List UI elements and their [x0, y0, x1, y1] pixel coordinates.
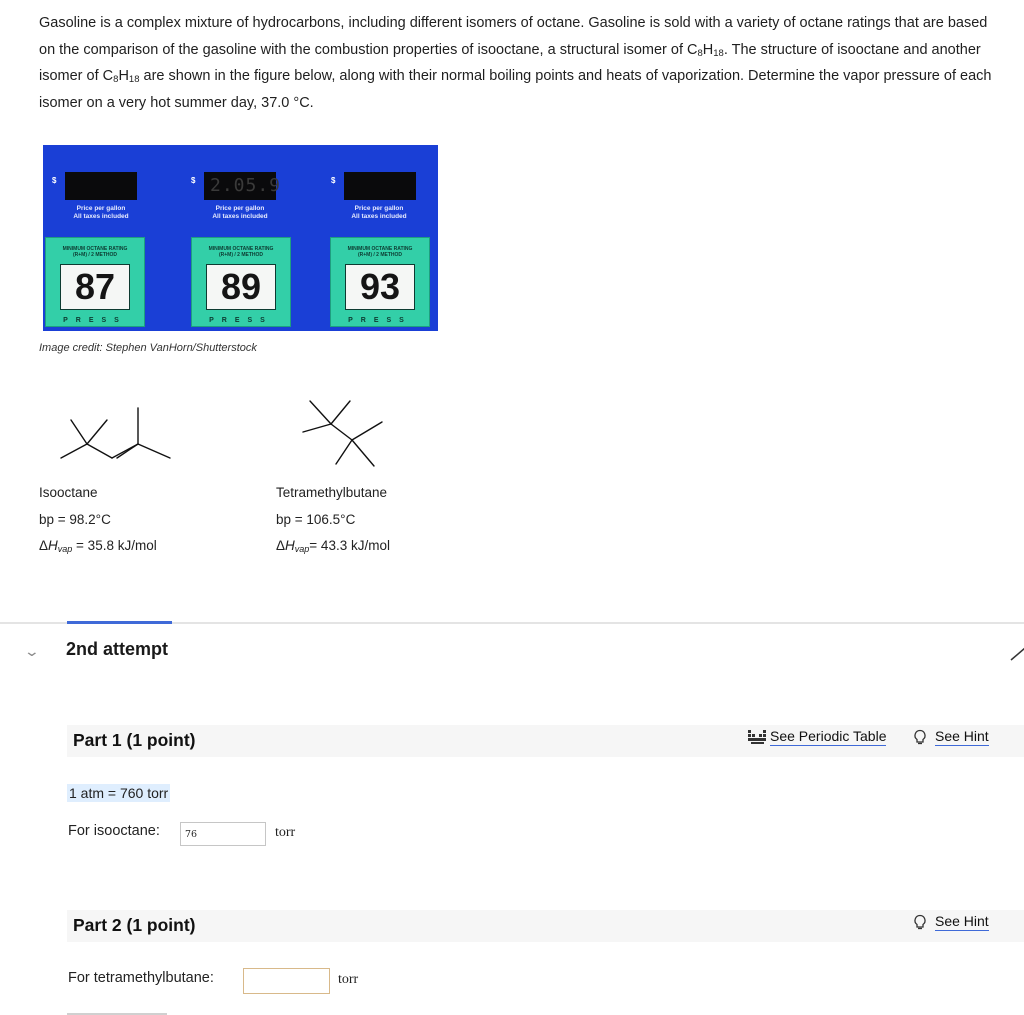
octane-number: 89 — [206, 264, 276, 310]
molecule-name: Tetramethylbutane — [276, 485, 388, 500]
problem-line: isomer on a very hot summer day, 37.0 °C. — [39, 94, 314, 111]
chevron-down-icon[interactable]: ⌄ — [23, 643, 41, 659]
dollar-sign: $ — [331, 176, 336, 185]
part1-hint-link[interactable] — [913, 728, 989, 746]
boiling-point: bp = 98.2°C — [39, 511, 111, 527]
isooctane-answer-input[interactable] — [180, 822, 266, 846]
octane-87-button — [45, 237, 145, 327]
dollar-sign: $ — [191, 176, 196, 185]
press-label: PRESS — [348, 317, 412, 324]
part1-title: Part 1 (1 point) — [73, 730, 196, 750]
problem-line — [39, 37, 1011, 64]
part2-hint-link[interactable] — [913, 913, 989, 931]
image-credit: Image credit: Stephen VanHorn/Shutterstock — [39, 342, 257, 354]
periodic-table-link[interactable] — [748, 728, 886, 746]
periodic-table-label[interactable]: See Periodic Table — [770, 728, 887, 744]
hint-label[interactable]: See Hint — [935, 913, 989, 929]
hint-label[interactable]: See Hint — [935, 728, 989, 744]
subscript: 18 — [128, 74, 140, 85]
octane-rating-header: MINIMUM OCTANE RATING (R+M) / 2 METHOD — [347, 246, 413, 258]
problem-text: . The structure of isooctane and another — [723, 41, 981, 58]
tetramethylbutane-structure — [298, 396, 388, 468]
problem-text: H — [118, 68, 129, 84]
price-caption: Price per gallon All taxes included — [351, 205, 407, 220]
price-display — [65, 172, 137, 200]
problem-line — [39, 63, 1011, 90]
octane-89-button — [191, 237, 291, 327]
problem-statement — [39, 10, 1011, 116]
octane-93-button — [330, 237, 430, 327]
price-display — [204, 172, 282, 200]
press-label: PRESS — [63, 317, 127, 324]
lightbulb-icon — [913, 914, 927, 930]
dollar-sign: $ — [52, 176, 57, 185]
price-caption: Price per gallon All taxes included — [212, 205, 268, 220]
press-label: PRESS — [209, 317, 273, 324]
lightbulb-icon — [913, 729, 927, 745]
periodic-table-icon — [748, 730, 766, 744]
problem-text: H — [702, 41, 714, 58]
subscript: 8 — [113, 74, 119, 85]
gas-pump-image — [43, 145, 438, 331]
price-caption: Price per gallon All taxes included — [73, 205, 129, 220]
unit-label: torr — [275, 825, 296, 840]
problem-text: are shown in the figure below, along with their normal boiling points and heats of vaporization. Determine the vapor pressure of each — [139, 68, 992, 84]
attempt-tab-indicator — [67, 621, 172, 624]
part2-header — [67, 910, 1024, 942]
collapse-toggle-icon[interactable] — [1009, 644, 1024, 662]
isooctane-info — [39, 480, 157, 560]
subscript: 8 — [697, 47, 703, 59]
price-digits: 2.05.9 — [210, 175, 282, 196]
heat-of-vaporization: ΔHvap = 35.8 kJ/mol — [39, 538, 157, 554]
subscript: 18 — [713, 47, 724, 59]
problem-text: isomer of C — [39, 68, 114, 84]
tetramethylbutane-answer-input[interactable] — [243, 968, 330, 994]
octane-rating-header: MINIMUM OCTANE RATING (R+M) / 2 METHOD — [208, 246, 274, 258]
problem-line: Gasoline is a complex mixture of hydrocarbons, including different isomers of octane. Gasoline is sold with a variety of octane ratings that are based — [39, 15, 988, 31]
octane-number: 93 — [345, 264, 415, 310]
conversion-note: 1 atm = 760 torr — [69, 785, 169, 801]
unit-label: torr — [338, 972, 359, 987]
octane-number: 87 — [60, 264, 130, 310]
heat-of-vaporization: ΔHvap= 43.3 kJ/mol — [276, 538, 390, 554]
isooctane-question: For isooctane: — [68, 823, 160, 839]
problem-text: on the comparison of the gasoline with the combustion properties of isooctane, a structural isomer of C — [39, 41, 698, 58]
attempt-title: 2nd attempt — [66, 639, 169, 659]
part2-title: Part 2 (1 point) — [73, 915, 196, 935]
isooctane-structure — [55, 400, 180, 465]
boiling-point: bp = 106.5°C — [276, 511, 356, 527]
tetramethylbutane-question: For tetramethylbutane: — [68, 970, 214, 986]
tetramethylbutane-info — [276, 480, 390, 560]
molecule-name: Isooctane — [39, 485, 98, 500]
price-display — [344, 172, 416, 200]
octane-rating-header: MINIMUM OCTANE RATING (R+M) / 2 METHOD — [62, 246, 128, 258]
